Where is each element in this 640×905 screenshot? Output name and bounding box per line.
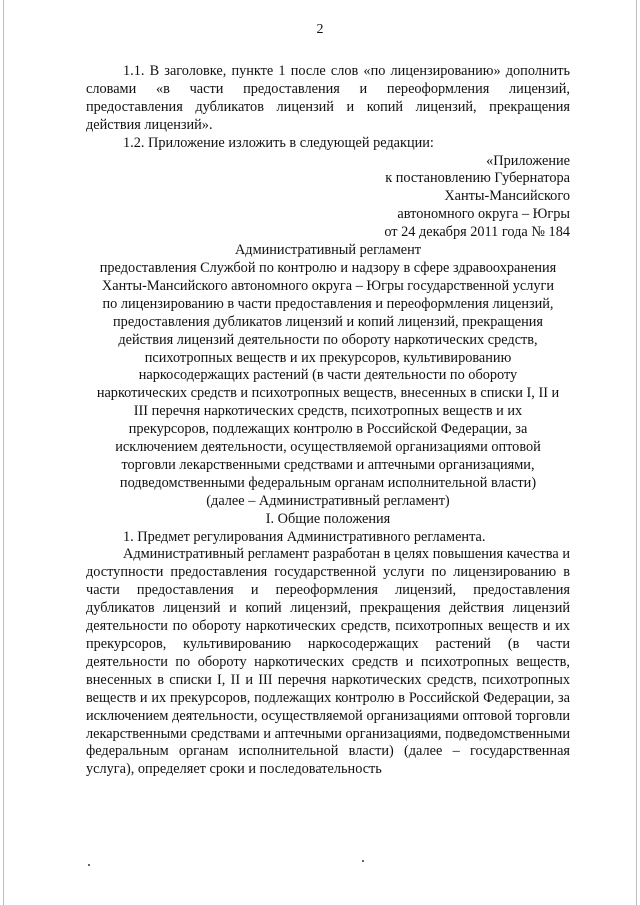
regulation-line: предоставления дубликатов лицензий и копий лицензий, прекращения	[113, 313, 543, 330]
appendix-line: «Приложение	[486, 152, 570, 169]
subsection-heading: 1. Предмет регулирования Административного регламента.	[123, 528, 486, 545]
regulation-subtitle	[86, 260, 570, 511]
regulation-title: Административный регламент	[234, 242, 422, 259]
section-body: Административный регламент разработан в целях повышения качества и доступности предоставления государственной услуги по лицензированию в части предоставления и переоформления лицензий, предоставления дубликатов лицензий и копий лицензий, прекращения действия лицензий деятельности по обороту наркотических средств, психотропных веществ и их прекурсоров, культивированию наркосодержащих растений (в части деятельности по обороту наркотических средств и психотропных веществ, внесенных в списки I, II и III перечня наркотических средств, психотропных веществ и их прекурсоров, подлежащих контролю в Российской Федерации, за исключением деятельности, осуществляемой организациями оптовой торговли лекарственными средствами и аптечными организациями, подведомственными федеральным органам исполнительной власти) (далее – государственная услуга), определяет сроки и последовательность	[86, 546, 570, 778]
scan-speck	[362, 860, 364, 862]
scan-edge-right	[636, 0, 637, 905]
regulation-line: прекурсоров, подлежащих контролю в Российской Федерации, за	[128, 421, 528, 438]
regulation-line: по лицензированию в части предоставления и переоформления лицензий,	[102, 295, 554, 312]
appendix-line: Ханты-Мансийского	[444, 188, 570, 205]
document-body	[86, 63, 570, 779]
regulation-line: психотропных веществ и их прекурсоров, культивированию	[144, 349, 512, 366]
regulation-line: торговли лекарственными средствами и аптечными организациями,	[121, 456, 535, 473]
amendment-1-1: 1.1. В заголовке, пункте 1 после слов «по лицензированию» дополнить словами «в части предоставления и переоформления лицензий, предоставления дубликатов лицензий и копий лицензий, прекращения действия лицензий».	[86, 63, 570, 133]
regulation-line: наркотических средств и психотропных веществ, внесенных в списки I, II и	[96, 385, 560, 402]
scan-edge-left	[3, 0, 4, 905]
regulation-line: предоставления Службой по контролю и надзору в сфере здравоохранения	[99, 259, 557, 276]
appendix-line: от 24 декабря 2011 года № 184	[384, 224, 570, 241]
amendment-1-2: 1.2. Приложение изложить в следующей редакции:	[123, 134, 434, 151]
scan-speck	[88, 864, 90, 866]
regulation-line: действия лицензий деятельности по обороту наркотических средств,	[118, 331, 538, 348]
regulation-line: (далее – Административный регламент)	[206, 492, 450, 509]
page-number: 2	[316, 22, 324, 37]
appendix-line: к постановлению Губернатора	[385, 170, 570, 187]
appendix-reference	[86, 153, 570, 243]
section-heading: I. Общие положения	[265, 510, 391, 527]
appendix-line: автономного округа – Югры	[397, 206, 570, 223]
regulation-line: III перечня наркотических средств, психотропных веществ и их	[133, 403, 523, 420]
regulation-line: Ханты-Мансийского автономного округа – Югры государственной услуги	[101, 277, 555, 294]
regulation-line: исключением деятельности, осуществляемой организациями оптовой	[115, 439, 541, 456]
regulation-line: наркосодержащих растений (в части деятельности по обороту	[138, 367, 518, 384]
regulation-line: подведомственными федеральным органам исполнительной власти)	[119, 474, 537, 491]
